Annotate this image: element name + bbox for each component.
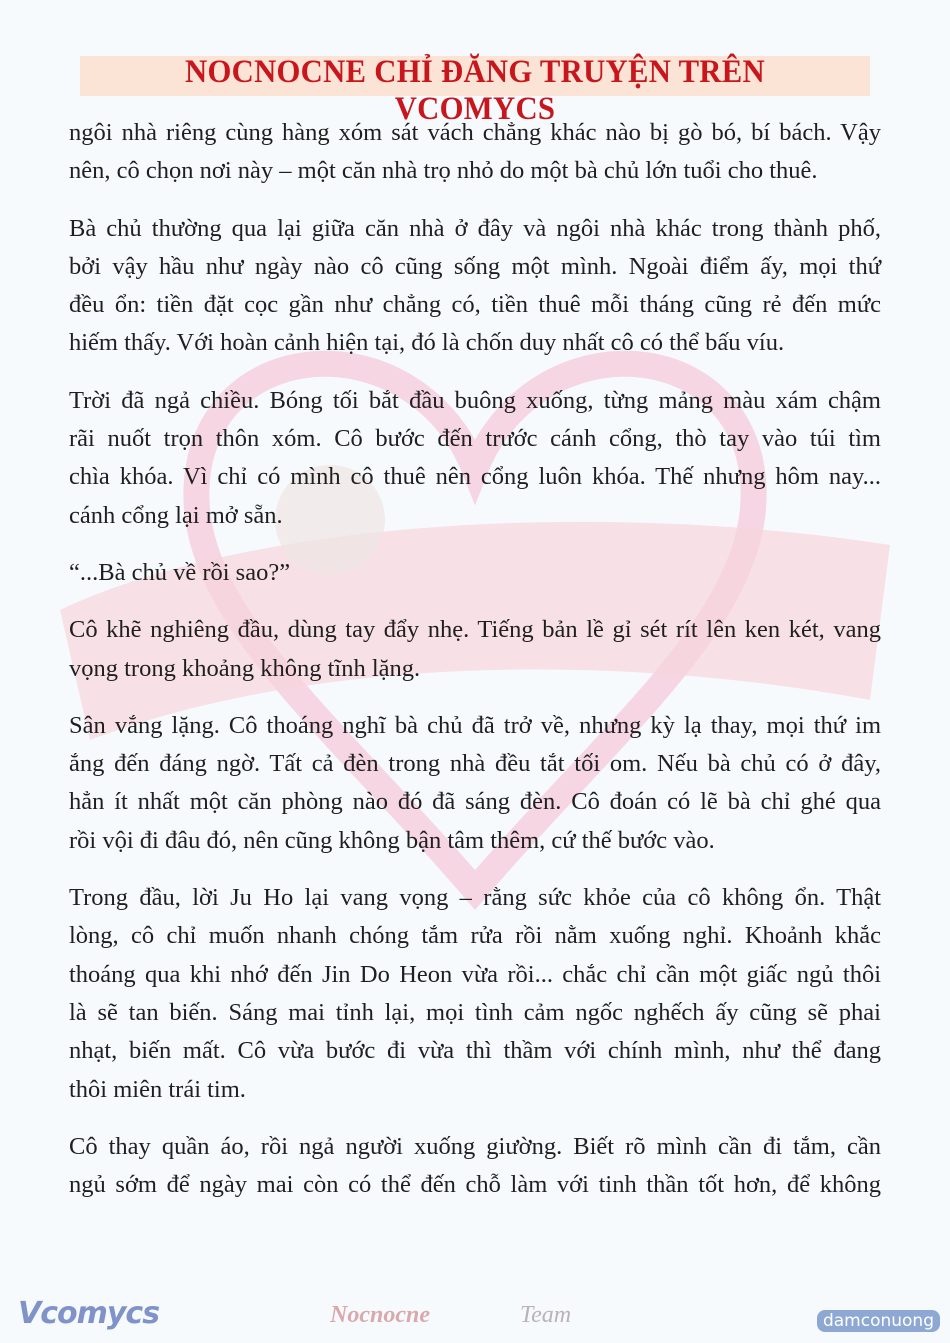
text-line: hiếm thấy. Với hoàn cảnh hiện tại, đó là chốn duy nhất cô có thể bấu víu. (69, 329, 785, 357)
text-line: chìa khóa. Vì chỉ có mình cô thuê nên cổng luôn khóa. Thế nhưng hôm nay... (69, 463, 881, 491)
paragraph (69, 611, 881, 688)
text-line: vọng trong khoảng không tĩnh lặng. (69, 654, 421, 682)
paragraph (69, 114, 881, 191)
paragraph (69, 879, 881, 1109)
paragraph (69, 707, 881, 860)
text-line: đều ổn: tiền đặt cọc gần như chẳng có, tiền thuê mỗi tháng cũng rẻ đến mức (69, 291, 881, 319)
text-line: ngủ sớm để ngày mai còn có thể đến chỗ làm với tinh thần tốt hơn, để không (69, 1171, 881, 1199)
page-title: NOCNOCNE CHỈ ĐĂNG TRUYỆN TRÊN VCOMYCS (185, 54, 765, 127)
text-line: nên, cô chọn nơi này – một căn nhà trọ nhỏ do một bà chủ lớn tuổi cho thuê. (69, 157, 818, 185)
text-line: Cô khẽ nghiêng đầu, dùng tay đẩy nhẹ. Tiếng bản lề gỉ sét rít lên ken két, vang (69, 616, 881, 644)
vcomycs-logo: Vcomycs (18, 1296, 160, 1331)
text-line: thoáng qua khi nhớ đến Jin Do Heon vừa rồi... chắc chỉ cần một giấc ngủ thôi (69, 960, 881, 988)
story-text (69, 114, 881, 1223)
paragraph (69, 382, 881, 535)
paragraph (69, 1128, 881, 1205)
text-line: Cô thay quần áo, rồi ngả người xuống giường. Biết rõ mình cần đi tắm, cần (69, 1132, 881, 1160)
text-line: Bà chủ thường qua lại giữa căn nhà ở đây và ngôi nhà khác trong thành phố, (69, 214, 881, 242)
paragraph (69, 210, 881, 363)
text-line: bởi vậy hầu như ngày nào cô cũng sống một mình. Ngoài điểm ấy, mọi thứ (69, 252, 881, 280)
text-line: “...Bà chủ về rồi sao?” (69, 558, 291, 586)
text-line: Sân vắng lặng. Cô thoáng nghĩ bà chủ đã trở về, nhưng kỳ lạ thay, mọi thứ im (69, 711, 881, 739)
text-line: cánh cổng lại mở sẵn. (69, 501, 283, 529)
watermark-banner-text: Nocnocne (330, 1302, 430, 1328)
uploader-tag: damconuong (817, 1310, 940, 1332)
text-line: ngôi nhà riêng cùng hàng xóm sát vách chẳng khác nào bị gò bó, bí bách. Vậy (69, 119, 881, 146)
text-line: là sẽ tan biến. Sáng mai tỉnh lại, mọi tình cảm ngốc nghếch ấy cũng sẽ phai (69, 998, 881, 1026)
text-line: Trời đã ngả chiều. Bóng tối bắt đầu buông xuống, từng mảng màu xám chậm (69, 386, 881, 414)
text-line: ắng đến đáng ngờ. Tất cả đèn trong nhà đều tắt tối om. Nếu bà chủ có ở đây, (69, 750, 881, 778)
text-line: nhạt, biến mất. Cô vừa bước đi vừa thì thầm với chính mình, như thể đang (69, 1037, 881, 1065)
text-line: thôi miên trái tim. (69, 1075, 246, 1103)
watermark-script-text: Team (520, 1302, 572, 1328)
text-line: hẳn ít nhất một căn phòng nào đó đã sáng đèn. Cô đoán có lẽ bà chỉ ghé qua (69, 788, 881, 816)
text-line: Trong đầu, lời Ju Ho lại vang vọng – rằng sức khỏe của cô không ổn. Thật (69, 884, 881, 912)
paragraph (69, 554, 881, 592)
text-line: lòng, cô chỉ muốn nhanh chóng tắm rửa rồi nằm xuống nghỉ. Khoảnh khắc (69, 922, 881, 950)
text-line: rồi vội đi đâu đó, nên cũng không bận tâm thêm, cứ thế bước vào. (69, 826, 715, 854)
text-line: rãi nuốt trọn thôn xóm. Cô bước đến trước cánh cổng, thò tay vào túi tìm (69, 425, 881, 453)
